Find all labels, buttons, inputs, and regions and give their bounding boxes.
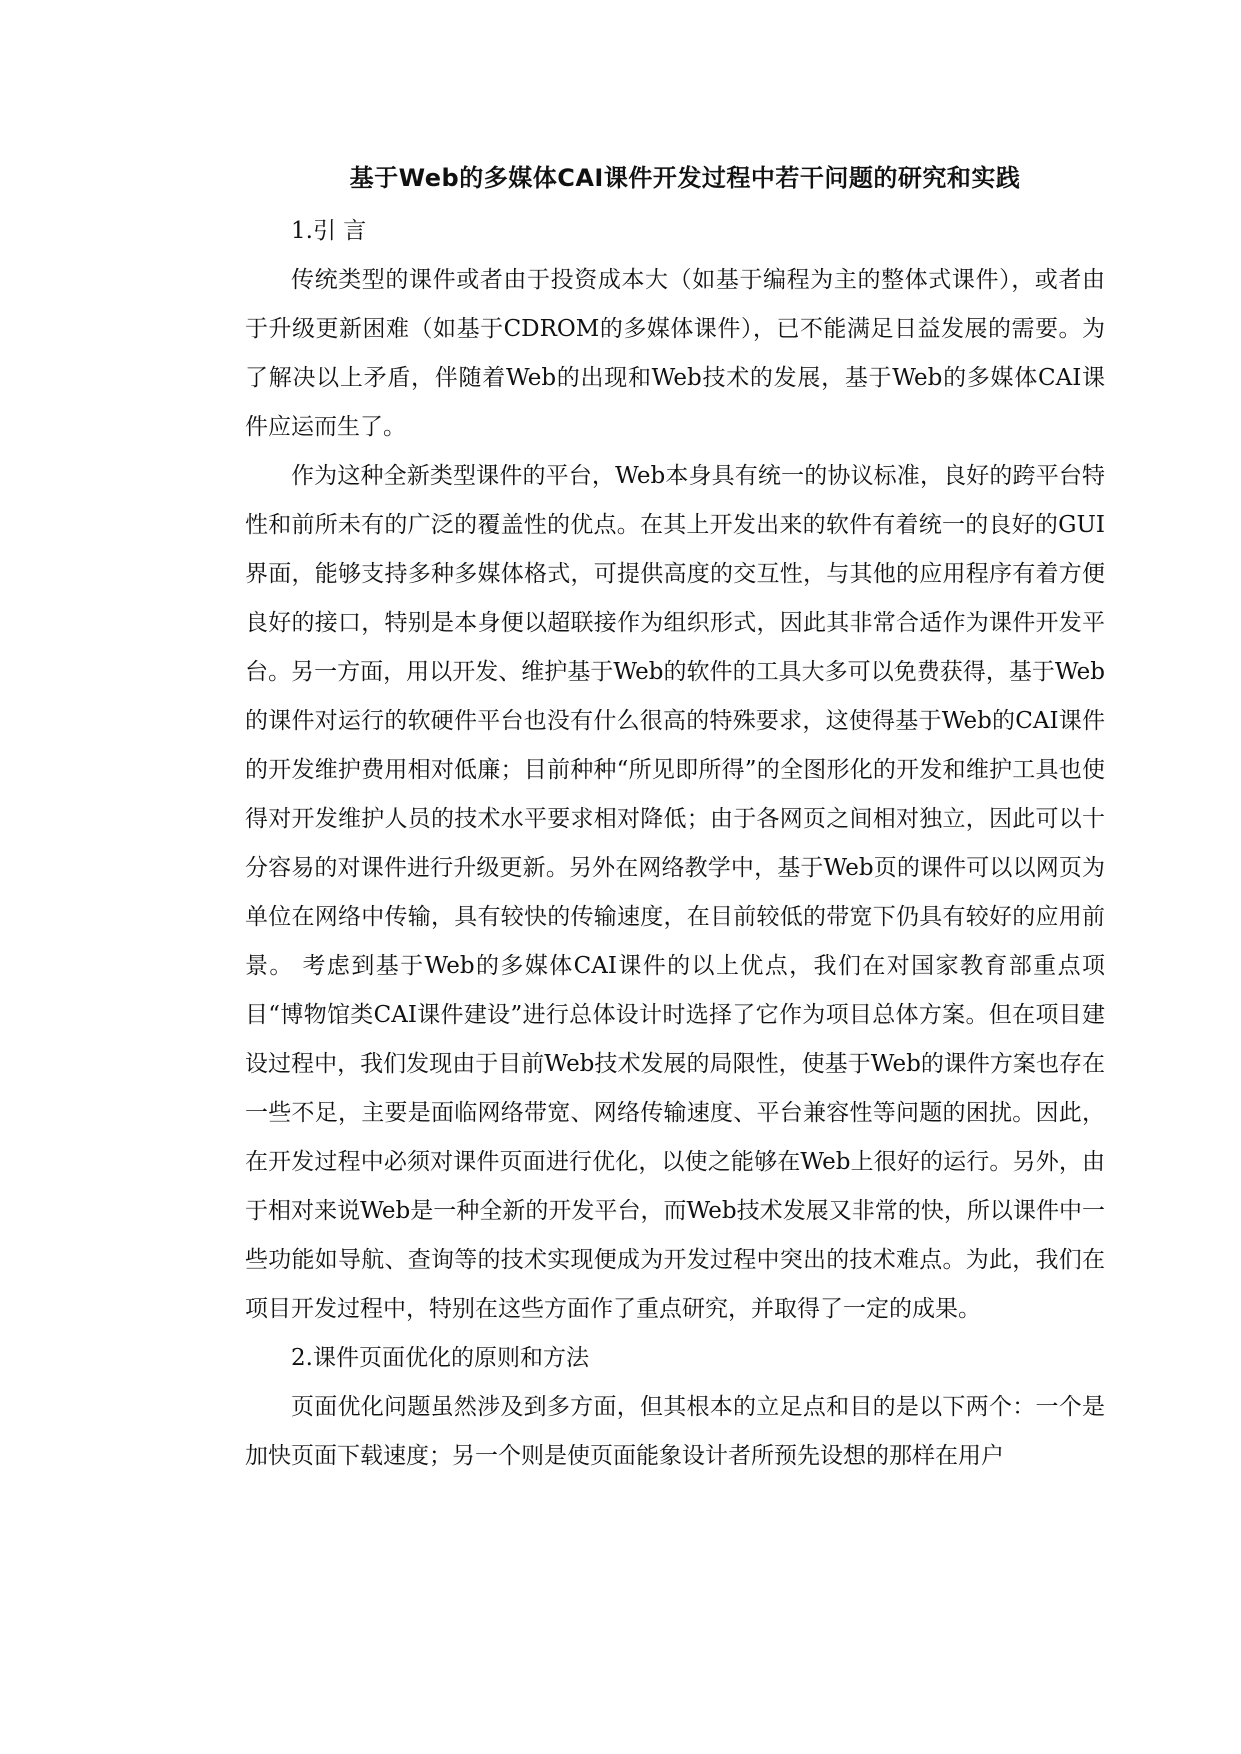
document-title: 基于Web的多媒体CAI课件开发过程中若干问题的研究和实践 [349, 164, 1021, 192]
document-page [245, 158, 1105, 1481]
section-heading-optimization: 2.课件页面优化的原则和方法 [291, 1345, 589, 1371]
paragraph: 传统类型的课件或者由于投资成本大（如基于编程为主的整体式课件），或者由于升级更新困难（如基于CDROM的多媒体课件），已不能满足日益发展的需要。为了解决以上矛盾，伴随着Web的出现和Web技术的发展，基于Web的多媒体CAI课件应运而生了。 [245, 267, 1105, 440]
paragraph: 页面优化问题虽然涉及到多方面，但其根本的立足点和目的是以下两个：一个是加快页面下载速度；另一个则是使页面能象设计者所预先设想的那样在用户 [245, 1394, 1105, 1469]
section-heading-intro: 1.引 言 [291, 218, 367, 244]
paragraph: 作为这种全新类型课件的平台，Web本身具有统一的协议标准，良好的跨平台特性和前所未有的广泛的覆盖性的优点。在其上开发出来的软件有着统一的良好的GUI界面，能够支持多种多媒体格式，可提供高度的交互性，与其他的应用程序有着方便良好的接口，特别是本身便以超联接作为组织形式，因此其非常合适作为课件开发平台。另一方面，用以开发、维护基于Web的软件的工具大多可以免费获得，基于Web的课件对运行的软硬件平台也没有什么很高的特殊要求，这使得基于Web的CAI课件的开发维护费用相对低廉；目前种种“所见即所得”的全图形化的开发和维护工具也使得对开发维护人员的技术水平要求相对降低；由于各网页之间相对独立，因此可以十分容易的对课件进行升级更新。另外在网络教学中，基于Web页的课件可以以网页为单位在网络中传输，具有较快的传输速度，在目前较低的带宽下仍具有较好的应用前景。 考虑到基于Web的多媒体CAI课件的以上优点，我们在对国家教育部重点项目“博物馆类CAI课件建设”进行总体设计时选择了它作为项目总体方案。但在项目建设过程中，我们发现由于目前Web技术发展的局限性，使基于Web的课件方案也存在一些不足，主要是面临网络带宽、网络传输速度、平台兼容性等问题的困扰。因此，在开发过程中必须对课件页面进行优化，以使之能够在Web上很好的运行。另外，由于相对来说Web是一种全新的开发平台，而Web技术发展又非常的快，所以课件中一些功能如导航、查询等的技术实现便成为开发过程中突出的技术难点。为此，我们在项目开发过程中，特别在这些方面作了重点研究，并取得了一定的成果。 [245, 463, 1105, 1322]
